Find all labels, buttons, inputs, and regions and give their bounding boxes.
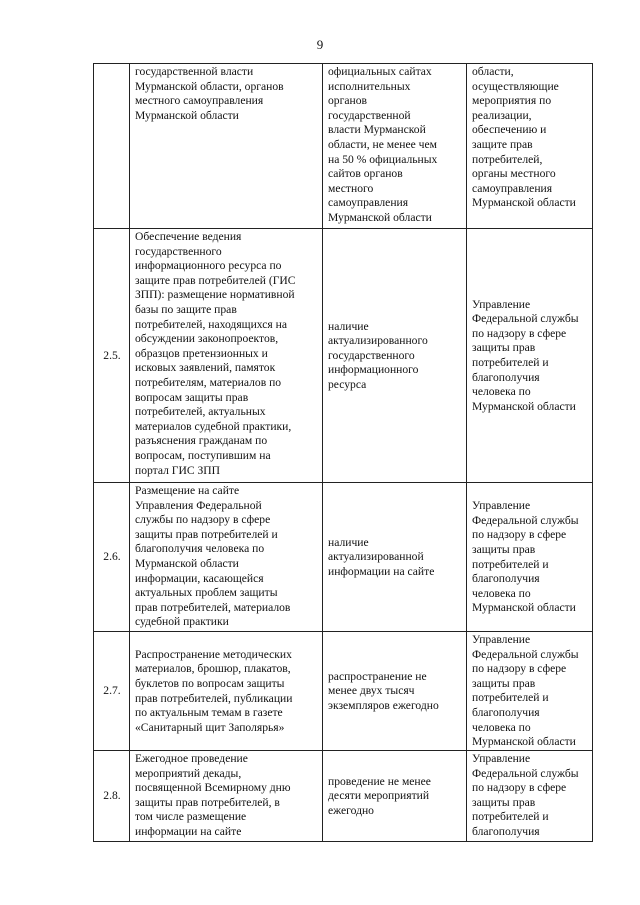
text-line: государственного [135, 244, 222, 258]
text-line: прав потребителей, публикации [135, 691, 293, 705]
text-line: самоуправления [328, 196, 409, 210]
text-line: местного [328, 181, 374, 195]
activity-cell [130, 751, 323, 842]
text-line: защиты прав [472, 341, 536, 355]
text-line: сайтов органов [328, 167, 403, 181]
text-line: Мурманской области [472, 601, 576, 615]
text-line: Мурманской области, органов [135, 79, 284, 93]
text-line: исковых заявлений, памяток [135, 361, 276, 375]
text-line: базы по защите прав [135, 302, 237, 316]
text-line: распространение не [328, 669, 427, 683]
text-line: самоуправления [472, 181, 553, 195]
responsible-cell [467, 229, 593, 483]
text-line: «Санитарный щит Заполярья» [135, 720, 285, 734]
text-line: Распространение методических [135, 647, 292, 661]
text-line: прав потребителей, материалов [135, 600, 291, 614]
text-line: информационного ресурса по [135, 259, 282, 273]
measures-table [93, 63, 593, 842]
text-line: осуществляющие [472, 79, 559, 93]
text-line: благополучия [472, 572, 540, 586]
text-line: портал ГИС ЗПП [135, 463, 221, 477]
text-line: Размещение на сайте [135, 484, 240, 497]
activity-cell [130, 483, 323, 632]
text-line: благополучия [472, 370, 540, 384]
text-line: потребителям, материалов по [135, 375, 282, 389]
text-line: потребителей, [472, 152, 543, 166]
text-line: десяти мероприятий [328, 789, 430, 803]
indicator-cell [323, 632, 467, 751]
text-line: Федеральной службы [472, 647, 579, 661]
text-line: по надзору в сфере [472, 662, 567, 676]
text-line: обеспечению и [472, 123, 547, 137]
text-line: обсуждении законопроектов, [135, 332, 279, 346]
text-line: органы местного [472, 167, 556, 181]
text-line: ресурса [328, 377, 367, 391]
text-line: официальных сайтах [328, 65, 432, 78]
text-line: защите прав [472, 137, 533, 151]
text-line: проведение не менее [328, 774, 431, 788]
text-line: человека по [472, 720, 531, 734]
text-line: исполнительных [328, 79, 411, 93]
text-line: информации на сайте [328, 564, 435, 578]
text-line: защиты прав [472, 542, 536, 556]
text-line: Управление [472, 752, 531, 765]
text-line: Федеральной службы [472, 312, 579, 326]
row-number [94, 64, 130, 229]
measures-table-body [94, 64, 593, 842]
row-number: 2.8. [94, 751, 130, 842]
text-line: по актуальным темам в газете [135, 706, 283, 720]
text-line: государственной [328, 108, 411, 122]
text-line: менее двух тысяч [328, 684, 415, 698]
responsible-cell [467, 64, 593, 229]
text-line: Управление [472, 633, 531, 646]
text-line: ЗПП): размещение нормативной [135, 288, 295, 302]
text-line: Мурманской области [472, 399, 576, 413]
text-line: по надзору в сфере [472, 781, 567, 795]
table-row [94, 64, 593, 229]
text-line: службы по надзору в сфере [135, 513, 271, 527]
table-row [94, 632, 593, 751]
text-line: судебной практики [135, 615, 229, 629]
activity-cell [130, 64, 323, 229]
text-line: актуализированной [328, 550, 424, 564]
text-line: защиты прав потребителей и [135, 527, 278, 541]
text-line: информационного [328, 363, 419, 377]
text-line: на 50 % официальных [328, 152, 438, 166]
text-line: буклетов по вопросам защиты [135, 676, 285, 690]
text-line: экземпляров ежегодно [328, 698, 439, 712]
text-line: мероприятий декады, [135, 766, 242, 780]
indicator-cell [323, 229, 467, 483]
text-line: наличие [328, 319, 369, 333]
text-line: разъяснения гражданам по [135, 434, 268, 448]
text-line: благополучия человека по [135, 542, 265, 556]
responsible-cell [467, 751, 593, 842]
table-row [94, 483, 593, 632]
text-line: образцов претензионных и [135, 346, 268, 360]
text-line: Мурманской области [472, 196, 576, 210]
indicator-cell [323, 751, 467, 842]
text-line: вопросам защиты прав [135, 390, 249, 404]
text-line: Мурманской области [472, 735, 576, 749]
text-line: Управления Федеральной [135, 498, 262, 512]
responsible-cell [467, 632, 593, 751]
row-number: 2.5. [94, 229, 130, 483]
text-line: местного самоуправления [135, 94, 264, 108]
text-line: благополучия [472, 824, 540, 838]
text-line: наличие [328, 535, 369, 549]
text-line: по надзору в сфере [472, 528, 567, 542]
text-line: человека по [472, 385, 531, 399]
text-line: области, не менее чем [328, 137, 437, 151]
text-line: Мурманской области [135, 108, 239, 122]
text-line: защите прав потребителей (ГИС [135, 273, 296, 287]
text-line: посвященной Всемирному дню [135, 781, 291, 795]
text-line: потребителей, находящихся на [135, 317, 287, 331]
text-line: Управление [472, 499, 531, 513]
text-line: Ежегодное проведение [135, 752, 248, 765]
text-line: по надзору в сфере [472, 326, 567, 340]
text-line: области, [472, 65, 514, 78]
text-line: информации, касающейся [135, 571, 264, 585]
text-line: материалов, брошюр, плакатов, [135, 662, 291, 676]
responsible-cell [467, 483, 593, 632]
text-line: информации на сайте [135, 824, 242, 838]
text-line: Федеральной службы [472, 513, 579, 527]
text-line: Мурманской области [135, 556, 239, 570]
text-line: материалов судебной практики, [135, 419, 292, 433]
text-line: реализации, [472, 108, 532, 122]
text-line: потребителей, актуальных [135, 405, 266, 419]
text-line: Мурманской области [328, 210, 432, 224]
text-line: потребителей и [472, 557, 549, 571]
text-line: благополучия [472, 705, 540, 719]
text-line: государственного [328, 348, 415, 362]
text-line: защиты прав [472, 676, 536, 690]
indicator-cell [323, 64, 467, 229]
indicator-cell [323, 483, 467, 632]
text-line: потребителей и [472, 691, 549, 705]
text-line: актуальных проблем защиты [135, 586, 278, 600]
text-line: органов [328, 94, 367, 108]
text-line: защиты прав потребителей, в [135, 795, 280, 809]
text-line: Управление [472, 297, 531, 311]
text-line: актуализированного [328, 334, 428, 348]
text-line: том числе размещение [135, 810, 247, 824]
text-line: власти Мурманской [328, 123, 426, 137]
text-line: государственной власти [135, 65, 254, 78]
text-line: Федеральной службы [472, 766, 579, 780]
text-line: защиты прав [472, 795, 536, 809]
activity-cell [130, 229, 323, 483]
page-number: 9 [316, 37, 324, 52]
text-line: вопросам, поступившим на [135, 448, 271, 462]
text-line: ежегодно [328, 803, 374, 817]
text-line: потребителей и [472, 810, 549, 824]
text-line: Обеспечение ведения [135, 230, 242, 243]
row-number: 2.7. [94, 632, 130, 751]
table-row [94, 229, 593, 483]
activity-cell [130, 632, 323, 751]
text-line: человека по [472, 586, 531, 600]
text-line: мероприятия по [472, 94, 552, 108]
text-line: потребителей и [472, 356, 549, 369]
table-row [94, 751, 593, 842]
row-number: 2.6. [94, 483, 130, 632]
